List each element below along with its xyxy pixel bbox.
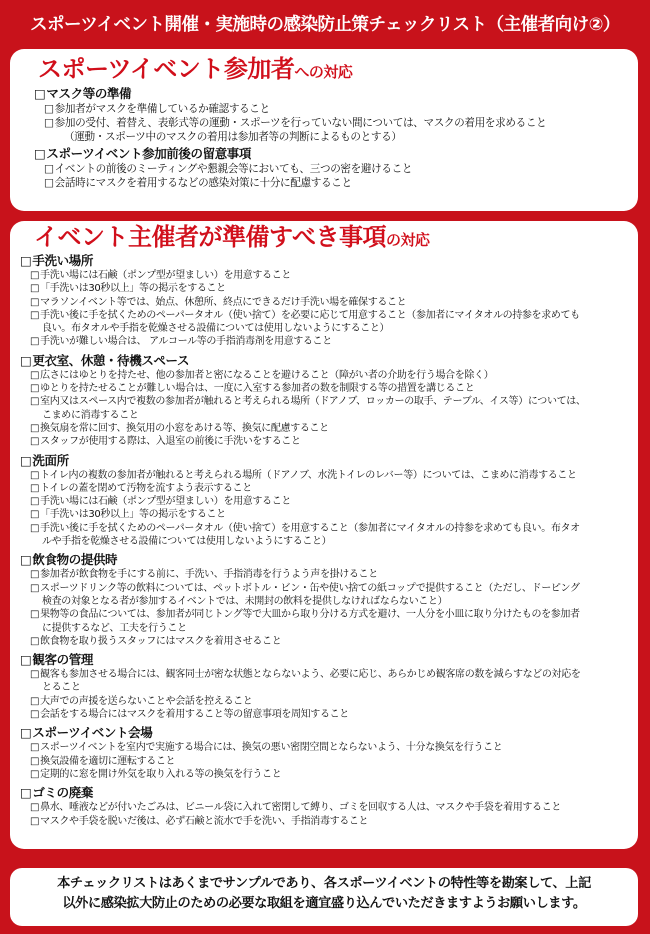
section-title bbox=[20, 551, 628, 568]
section-title-text: 観客の管理 bbox=[32, 652, 93, 668]
checklist-item bbox=[30, 768, 628, 781]
checkbox[interactable]: □ bbox=[30, 669, 40, 681]
checkbox[interactable]: □ bbox=[44, 117, 54, 129]
checkbox[interactable]: □ bbox=[30, 755, 40, 767]
checklist-item bbox=[30, 815, 628, 828]
checklist-item-text: 「手洗いは30秒以上」等の掲示をすること bbox=[40, 509, 226, 521]
checklist-item-text: こまめに消毒すること bbox=[42, 409, 139, 421]
checkbox[interactable]: □ bbox=[20, 253, 32, 268]
checkbox[interactable]: □ bbox=[30, 482, 40, 494]
checklist-item-text: 手洗い場には石鹸（ポンプ型が望ましい）を用意すること bbox=[40, 270, 292, 281]
checklist-item-text: 果物等の食品については、参加者が同じトング等で大皿から取り分ける方式を避け、一人分を小皿に取り分けたものを参加者 bbox=[40, 609, 580, 621]
checkbox[interactable]: □ bbox=[44, 163, 54, 175]
checklist-item-text: 手洗い後に手を拭くためのペーパータオル（使い捨て）を必要に応じて用意すること（参加者にマイタオルの持参を求めても bbox=[40, 309, 580, 321]
organizer-checklist bbox=[20, 252, 628, 828]
checkbox[interactable]: □ bbox=[30, 496, 40, 508]
checklist-item-text: 飲食物を取り扱うスタッフにはマスクを着用させること bbox=[40, 635, 282, 647]
checklist-items bbox=[34, 162, 624, 190]
checklist-item bbox=[44, 176, 624, 190]
participants-checklist bbox=[34, 85, 624, 190]
section-title bbox=[34, 145, 624, 162]
checklist-item-continuation bbox=[44, 130, 624, 144]
organizer-heading-main: イベント主催者が準備すべき事項 bbox=[34, 223, 387, 251]
checklist-item bbox=[30, 296, 628, 309]
checklist-item bbox=[30, 309, 628, 322]
checklist-item-text: 会話をする場合にはマスクを着用すること等の留意事項を周知すること bbox=[40, 709, 349, 721]
checklist-item bbox=[30, 755, 628, 768]
section-title-text: スポーツイベント会場 bbox=[32, 725, 153, 741]
checklist-item-text: 参加者がマスクを準備しているか確認すること bbox=[54, 103, 270, 115]
checkbox[interactable]: □ bbox=[20, 725, 32, 741]
checklist-item-text: 手洗い後に手を拭くためのペーパータオル（使い捨て）を用意すること（参加者にマイタオルの持参を求めても良い。布タオ bbox=[40, 522, 580, 534]
checkbox[interactable]: □ bbox=[30, 369, 40, 381]
checkbox[interactable]: □ bbox=[20, 552, 32, 568]
checklist-item bbox=[30, 582, 628, 595]
checklist-item-continuation bbox=[30, 622, 628, 635]
section-title-text: ゴミの廃棄 bbox=[32, 785, 93, 801]
checklist-items bbox=[20, 469, 628, 549]
checklist-item-text: イベントの前後のミーティングや懇親会等においても、三つの密を避けること bbox=[54, 163, 413, 175]
checklist-item-text: ゆとりを持たせることが難しい場合は、一度に入室する参加者の数を制限する等の措置を講じること bbox=[40, 383, 475, 395]
checklist-item bbox=[30, 395, 628, 408]
checkbox[interactable]: □ bbox=[30, 296, 40, 308]
checkbox[interactable]: □ bbox=[20, 452, 32, 468]
participants-heading-sub: への対応 bbox=[294, 63, 353, 81]
participants-panel bbox=[10, 49, 638, 211]
checklist-item-text: 手洗いが難しい場合は、 アルコール等の手指消毒剤を用意すること bbox=[40, 336, 332, 348]
checkbox[interactable]: □ bbox=[30, 802, 40, 814]
checkbox[interactable]: □ bbox=[30, 742, 40, 754]
checklist-item-text: 大声での声援を送らないことや会話を控えること bbox=[40, 695, 253, 707]
checklist-item-text: とること bbox=[42, 682, 81, 694]
participants-heading-main: スポーツイベント参加者 bbox=[38, 55, 295, 83]
checkbox[interactable]: □ bbox=[30, 270, 40, 281]
checklist-item bbox=[30, 508, 628, 521]
organizer-heading bbox=[34, 225, 628, 249]
checklist-item bbox=[30, 695, 628, 708]
checklist-items bbox=[20, 369, 628, 449]
checkbox[interactable]: □ bbox=[30, 815, 40, 827]
checklist-item bbox=[30, 522, 628, 535]
checklist-item bbox=[30, 608, 628, 621]
checklist-item-text: 「手洗いは30秒以上」等の掲示をすること bbox=[40, 283, 226, 295]
checklist-item-continuation bbox=[30, 595, 628, 608]
checkbox[interactable]: □ bbox=[30, 469, 40, 481]
checklist-item-text: 会話時にマスクを着用するなどの感染対策に十分に配慮すること bbox=[54, 177, 352, 189]
checklist-item-continuation bbox=[30, 681, 628, 694]
organizer-panel bbox=[10, 221, 638, 849]
checklist-item bbox=[30, 435, 628, 448]
checklist-item bbox=[30, 635, 628, 648]
checkbox[interactable]: □ bbox=[34, 146, 46, 161]
checklist-item bbox=[30, 335, 628, 348]
checklist-items bbox=[20, 668, 628, 721]
section-title-text: 手洗い場所 bbox=[32, 253, 93, 268]
checklist-item-text: スタッフが使用する際は、入退室の前後に手洗いをすること bbox=[40, 436, 301, 448]
checkbox[interactable]: □ bbox=[44, 177, 54, 189]
checklist-item bbox=[30, 741, 628, 754]
checklist-item-text: 換気扇を常に回す、換気用の小窓をあける等、換気に配慮すること bbox=[40, 422, 329, 434]
footer-note-panel bbox=[10, 868, 638, 926]
checklist-item-text: 広さにはゆとりを持たせ、他の参加者と密になることを避けること（障がい者の介助を行う場合を除く） bbox=[40, 369, 494, 381]
participants-heading bbox=[38, 57, 624, 81]
checklist-item-text: マラソンイベント等では、始点、休憩所、終点にできるだけ手洗い場を確保すること bbox=[40, 296, 407, 308]
checklist-item-text: 鼻水、唾液などが付いたごみは、ビニール袋に入れて密閉して縛り、ゴミを回収する人は、マスクや手袋を着用すること bbox=[40, 802, 562, 814]
checklist-item-text: （運動・スポーツ中のマスクの着用は参加者等の判断によるものとする） bbox=[64, 131, 402, 143]
checklist-item-continuation bbox=[30, 409, 628, 422]
checkbox[interactable]: □ bbox=[34, 86, 46, 101]
checklist-item-text: 検査の対象となる者が参加するイベントでは、未開封の飲料を提供しなければならないこと） bbox=[42, 595, 448, 607]
section-title bbox=[20, 724, 628, 741]
checklist-item-text: スポーツドリンク等の飲料については、ペットボトル・ビン・缶や使い捨ての紙コップで提供すること（ただし、ドーピング bbox=[40, 582, 580, 594]
checkbox[interactable]: □ bbox=[30, 422, 40, 434]
footer-note-line: 本チェックリストはあくまでサンプルであり、各スポーツイベントの特性等を勘案して、上記 bbox=[57, 876, 591, 891]
checklist-item-text: マスクや手袋を脱いだ後は、必ず石鹸と流水で手を洗い、手指消毒すること bbox=[40, 815, 369, 827]
checklist-item-text: 定期的に窓を開け外気を取り入れる等の換気を行うこと bbox=[40, 768, 282, 780]
checklist-item bbox=[44, 162, 624, 176]
checklist-item bbox=[30, 801, 628, 814]
section-title bbox=[20, 651, 628, 668]
checkbox[interactable]: □ bbox=[30, 509, 40, 521]
checklist-item bbox=[30, 469, 628, 482]
checkbox[interactable]: □ bbox=[30, 709, 40, 721]
checklist-item bbox=[30, 269, 628, 282]
checklist-items bbox=[20, 269, 628, 349]
checklist-items bbox=[20, 568, 628, 648]
checkbox[interactable]: □ bbox=[20, 352, 32, 368]
section-title bbox=[20, 252, 628, 269]
checkbox[interactable]: □ bbox=[30, 522, 40, 534]
section-title-text: 飲食物の提供時 bbox=[32, 552, 118, 568]
checkbox[interactable]: □ bbox=[20, 652, 32, 668]
checkbox[interactable]: □ bbox=[30, 569, 40, 581]
section-title bbox=[34, 85, 624, 102]
checkbox[interactable]: □ bbox=[30, 768, 40, 780]
checklist-item-text: 良い。布タオルや手指を乾燥させる設備については使用しないようにすること） bbox=[42, 323, 390, 335]
checklist-item-continuation bbox=[30, 322, 628, 335]
checkbox[interactable]: □ bbox=[30, 635, 40, 647]
checklist-item-text: 参加者が飲食物を手にする前に、手洗い、手指消毒を行うよう声を掛けること bbox=[40, 569, 378, 581]
footer-note-line: 以外に感染拡大防止のための必要な取組を適宜盛り込んでいただきますようお願いします。 bbox=[62, 896, 586, 911]
checkbox[interactable]: □ bbox=[30, 582, 40, 594]
section-title bbox=[20, 452, 628, 469]
checkbox[interactable]: □ bbox=[44, 103, 54, 115]
checklist-item bbox=[30, 668, 628, 681]
page-title: スポーツイベント開催・実施時の感染防止策チェックリスト（主催者向け②） bbox=[30, 14, 620, 35]
checklist-items bbox=[20, 741, 628, 781]
checklist-item bbox=[44, 116, 624, 130]
checkbox[interactable]: □ bbox=[30, 383, 40, 395]
checklist-item bbox=[30, 568, 628, 581]
section-title-text: 洗面所 bbox=[32, 452, 69, 468]
checklist-item-text: 観客も参加させる場合には、観客同士が密な状態とならないよう、必要に応じ、あらかじめ観客席の数を減らすなどの対応を bbox=[40, 669, 581, 681]
checklist-item bbox=[30, 422, 628, 435]
checklist-item-text: 室内又はスペース内で複数の参加者が触れると考えられる場所（ドアノブ、ロッカーの取手、テーブル、イス等）については、 bbox=[40, 396, 586, 408]
section-title-text: マスク等の準備 bbox=[46, 86, 132, 101]
checkbox[interactable]: □ bbox=[30, 695, 40, 707]
checkbox[interactable]: □ bbox=[30, 609, 40, 621]
checklist-item bbox=[44, 102, 624, 116]
checkbox[interactable]: □ bbox=[30, 283, 40, 295]
checkbox[interactable]: □ bbox=[30, 396, 40, 408]
checklist-item-text: スポーツイベントを室内で実施する場合には、換気の悪い密閉空間とならないよう、十分な換気を行うこと bbox=[40, 742, 503, 754]
checkbox[interactable]: □ bbox=[30, 336, 40, 348]
organizer-heading-sub: の対応 bbox=[386, 231, 430, 249]
checklist-item-text: 換気設備を適切に運転すること bbox=[40, 755, 176, 767]
checklist-item-text: 参加の受付、着替え、表彰式等の運動・スポーツを行っていない間については、マスクの着用を求めること bbox=[54, 117, 547, 129]
checklist-item bbox=[30, 282, 628, 295]
section-title bbox=[20, 784, 628, 801]
checkbox[interactable]: □ bbox=[30, 309, 40, 321]
checklist-item-text: ルや手指を乾燥させる設備については使用しないようにすること） bbox=[42, 536, 332, 548]
checklist-item bbox=[30, 369, 628, 382]
checkbox[interactable]: □ bbox=[30, 436, 40, 448]
checklist-item-continuation bbox=[30, 535, 628, 548]
checklist-item-text: トイレ内の複数の参加者が触れると考えられる場所（ドアノブ、水洗トイレのレバー等）については、こまめに消毒すること bbox=[40, 469, 577, 481]
checklist-item bbox=[30, 382, 628, 395]
checklist-items bbox=[34, 102, 624, 144]
checklist-item-text: 手洗い場には石鹸（ポンプ型が望ましい）を用意すること bbox=[40, 496, 292, 508]
checklist-item-text: トイレの蓋を閉めて汚物を流すよう表示すること bbox=[40, 482, 252, 494]
checklist-item-text: に提供するなど、工夫を行うこと bbox=[42, 622, 187, 634]
section-title-text: 更衣室、休憩・待機スペース bbox=[32, 352, 190, 368]
checkbox[interactable]: □ bbox=[20, 785, 32, 801]
checklist-items bbox=[20, 801, 628, 828]
section-title-text: スポーツイベント参加前後の留意事項 bbox=[46, 146, 251, 161]
section-title bbox=[20, 352, 628, 369]
checklist-item bbox=[30, 495, 628, 508]
checklist-item bbox=[30, 708, 628, 721]
checklist-item bbox=[30, 482, 628, 495]
